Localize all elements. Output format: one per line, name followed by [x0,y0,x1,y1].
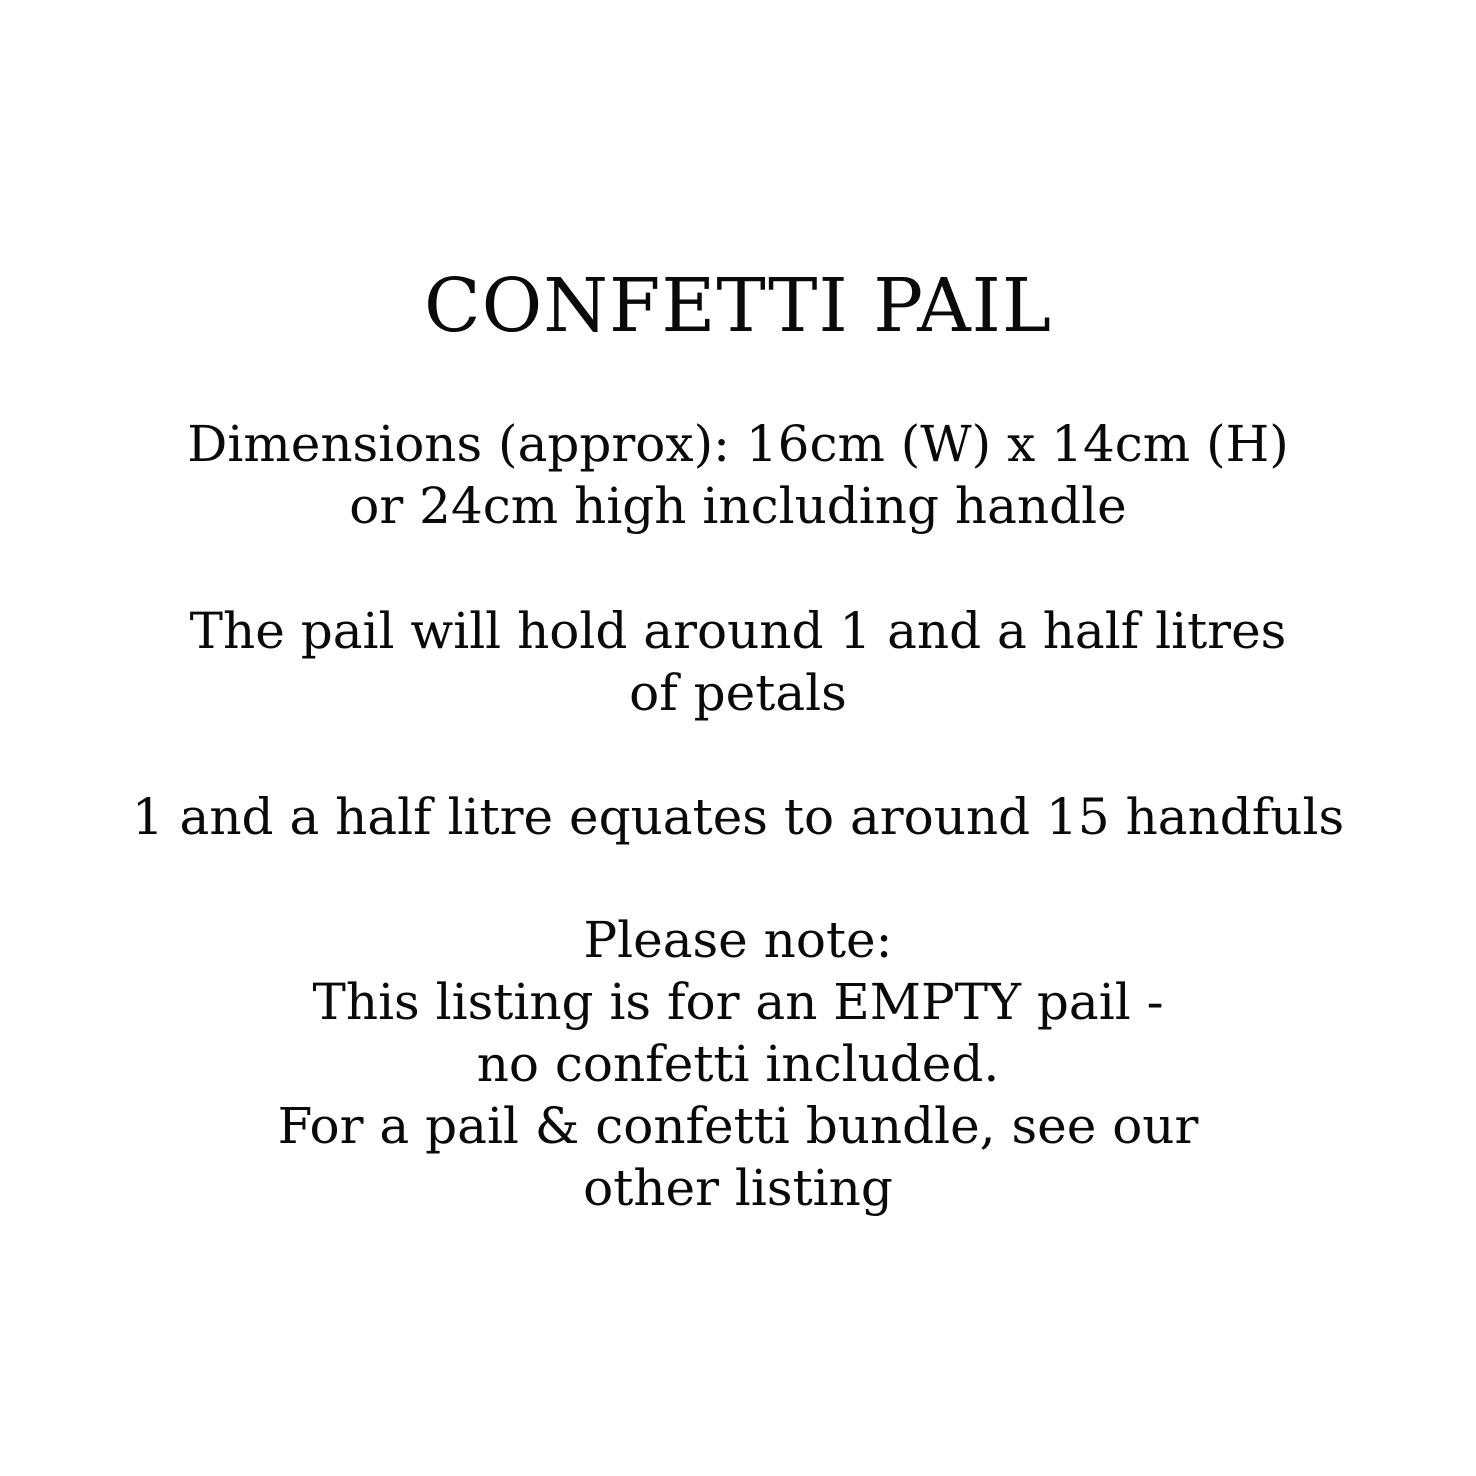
capacity-line-2: of petals [629,664,847,722]
note-line-2: This listing is for an EMPTY pail - [312,973,1164,1031]
equates-text [0,786,1476,848]
note-line-1: Please note: [583,911,893,969]
capacity-line-1: The pail will hold around 1 and a half litres [189,602,1287,660]
equates-line-1: 1 and a half litre equates to around 15 handfuls [131,788,1345,846]
capacity-text [0,600,1476,724]
dimensions-line-2: or 24cm high including handle [349,477,1127,535]
dimensions-line-1: Dimensions (approx): 16cm (W) x 14cm (H) [187,415,1289,473]
note-line-3: no confetti included. [476,1035,1000,1093]
page-title: CONFETTI PAIL [423,263,1053,349]
note-line-4: For a pail & confetti bundle, see our [277,1097,1199,1155]
note-text [0,909,1476,1219]
note-line-5: other listing [583,1159,893,1217]
dimensions-text [0,413,1476,537]
